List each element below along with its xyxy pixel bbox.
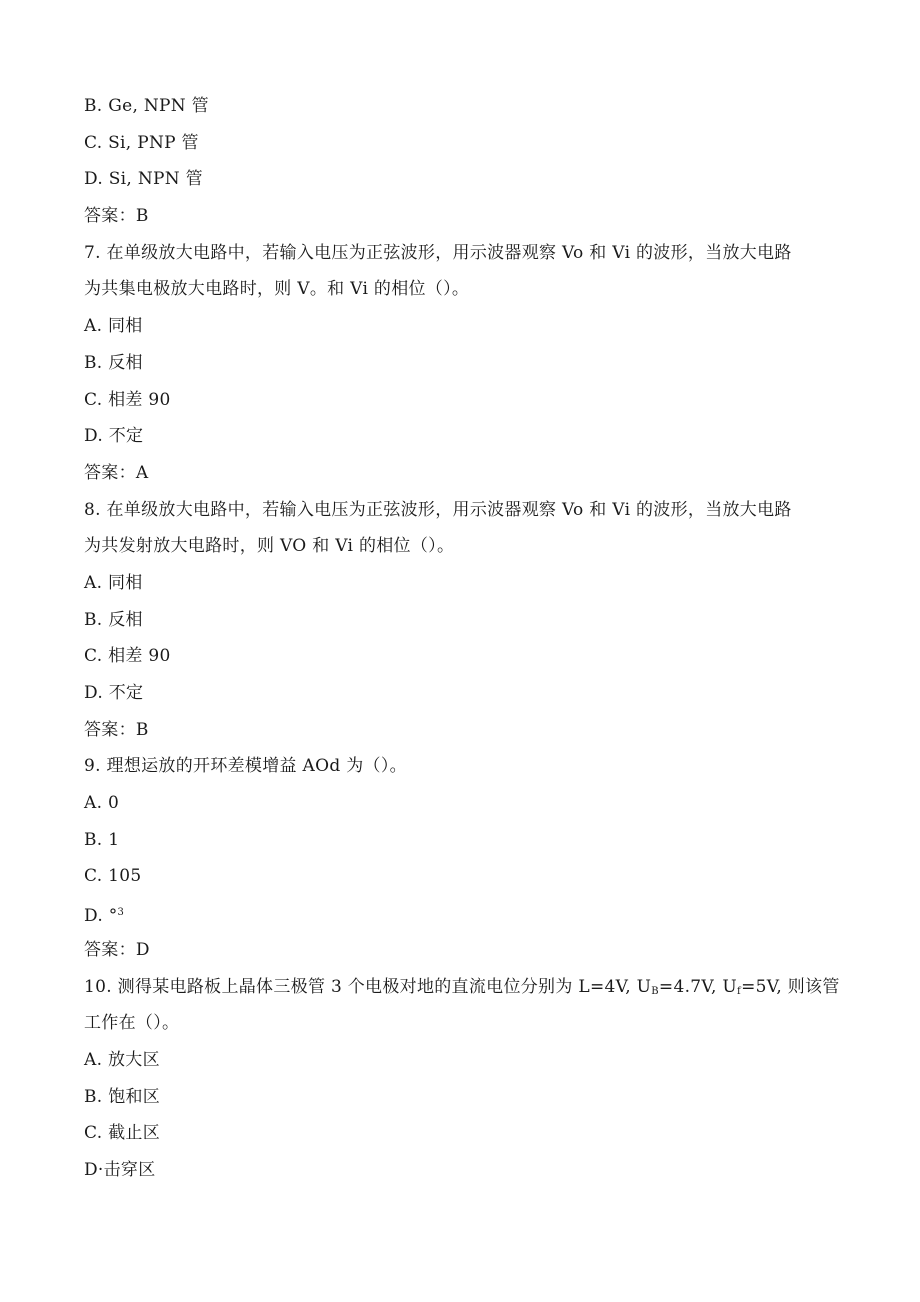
q7-stem-line1: 7. 在单级放大电路中，若输入电压为正弦波形，用示波器观察 Vo 和 Vi 的波形，当放大电路 (84, 242, 792, 263)
q10-stem-subscript-f: f (737, 985, 742, 997)
q8-stem-line1: 8. 在单级放大电路中，若输入电压为正弦波形，用示波器观察 Vo 和 Vi 的波形，当放大电路 (84, 499, 792, 520)
document-page (84, 88, 844, 1189)
q10-option-c: C. 截止区 (84, 1123, 161, 1144)
q9-option-d (84, 895, 844, 932)
q6-option-c: C. Si, PNP 管 (84, 132, 199, 153)
q10-stem-part2: =4.7V, U (658, 976, 738, 997)
q10-stem-line1 (84, 969, 844, 1006)
q7-stem-line2: 为共集电极放大电路时，则 V。和 Vi 的相位（）。 (84, 279, 470, 300)
q8-option-d: D. 不定 (84, 683, 144, 703)
q10-option-a: A. 放大区 (84, 1049, 160, 1070)
q10-option-b: B. 饱和区 (84, 1086, 161, 1107)
q10-stem-part1: 10. 测得某电路板上晶体三极管 3 个电极对地的直流电位分别为 L=4V, U (84, 976, 652, 997)
q7-option-d: D. 不定 (84, 426, 144, 447)
q9-option-c: C. 105 (84, 866, 142, 887)
q8-answer: 答案：B (84, 719, 149, 740)
q9-option-a: A. 0 (84, 793, 120, 814)
q8-stem-line2: 为共发射放大电路时，则 VO 和 Vi 的相位（）。 (84, 536, 455, 557)
q10-stem-part3: =5V, 则该管 (741, 976, 840, 997)
q8-option-c: C. 相差 90 (84, 646, 171, 667)
q8-option-a: A. 同相 (84, 572, 143, 593)
q10-option-d: D·击穿区 (84, 1159, 156, 1180)
q6-option-b: B. Ge, NPN 管 (84, 96, 209, 116)
q6-answer: 答案：B (84, 206, 149, 227)
q9-option-d-superscript: 3 (117, 907, 125, 919)
q10-stem-line2: 工作在（）。 (84, 1013, 180, 1034)
q8-option-b: B. 反相 (84, 609, 143, 630)
q10-stem-subscript-b: B (651, 985, 659, 997)
q9-stem: 9. 理想运放的开环差模增益 AOd 为（）。 (84, 756, 407, 777)
q6-option-d: D. Si, NPN 管 (84, 169, 203, 190)
q9-answer: 答案：D (84, 939, 150, 960)
q9-option-b: B. 1 (84, 829, 120, 850)
q7-option-b: B. 反相 (84, 352, 143, 373)
q7-option-a: A. 同相 (84, 316, 143, 337)
q7-option-c: C. 相差 90 (84, 389, 171, 410)
q7-answer: 答案：A (84, 462, 149, 483)
q9-option-d-text: D. ° (84, 906, 118, 927)
